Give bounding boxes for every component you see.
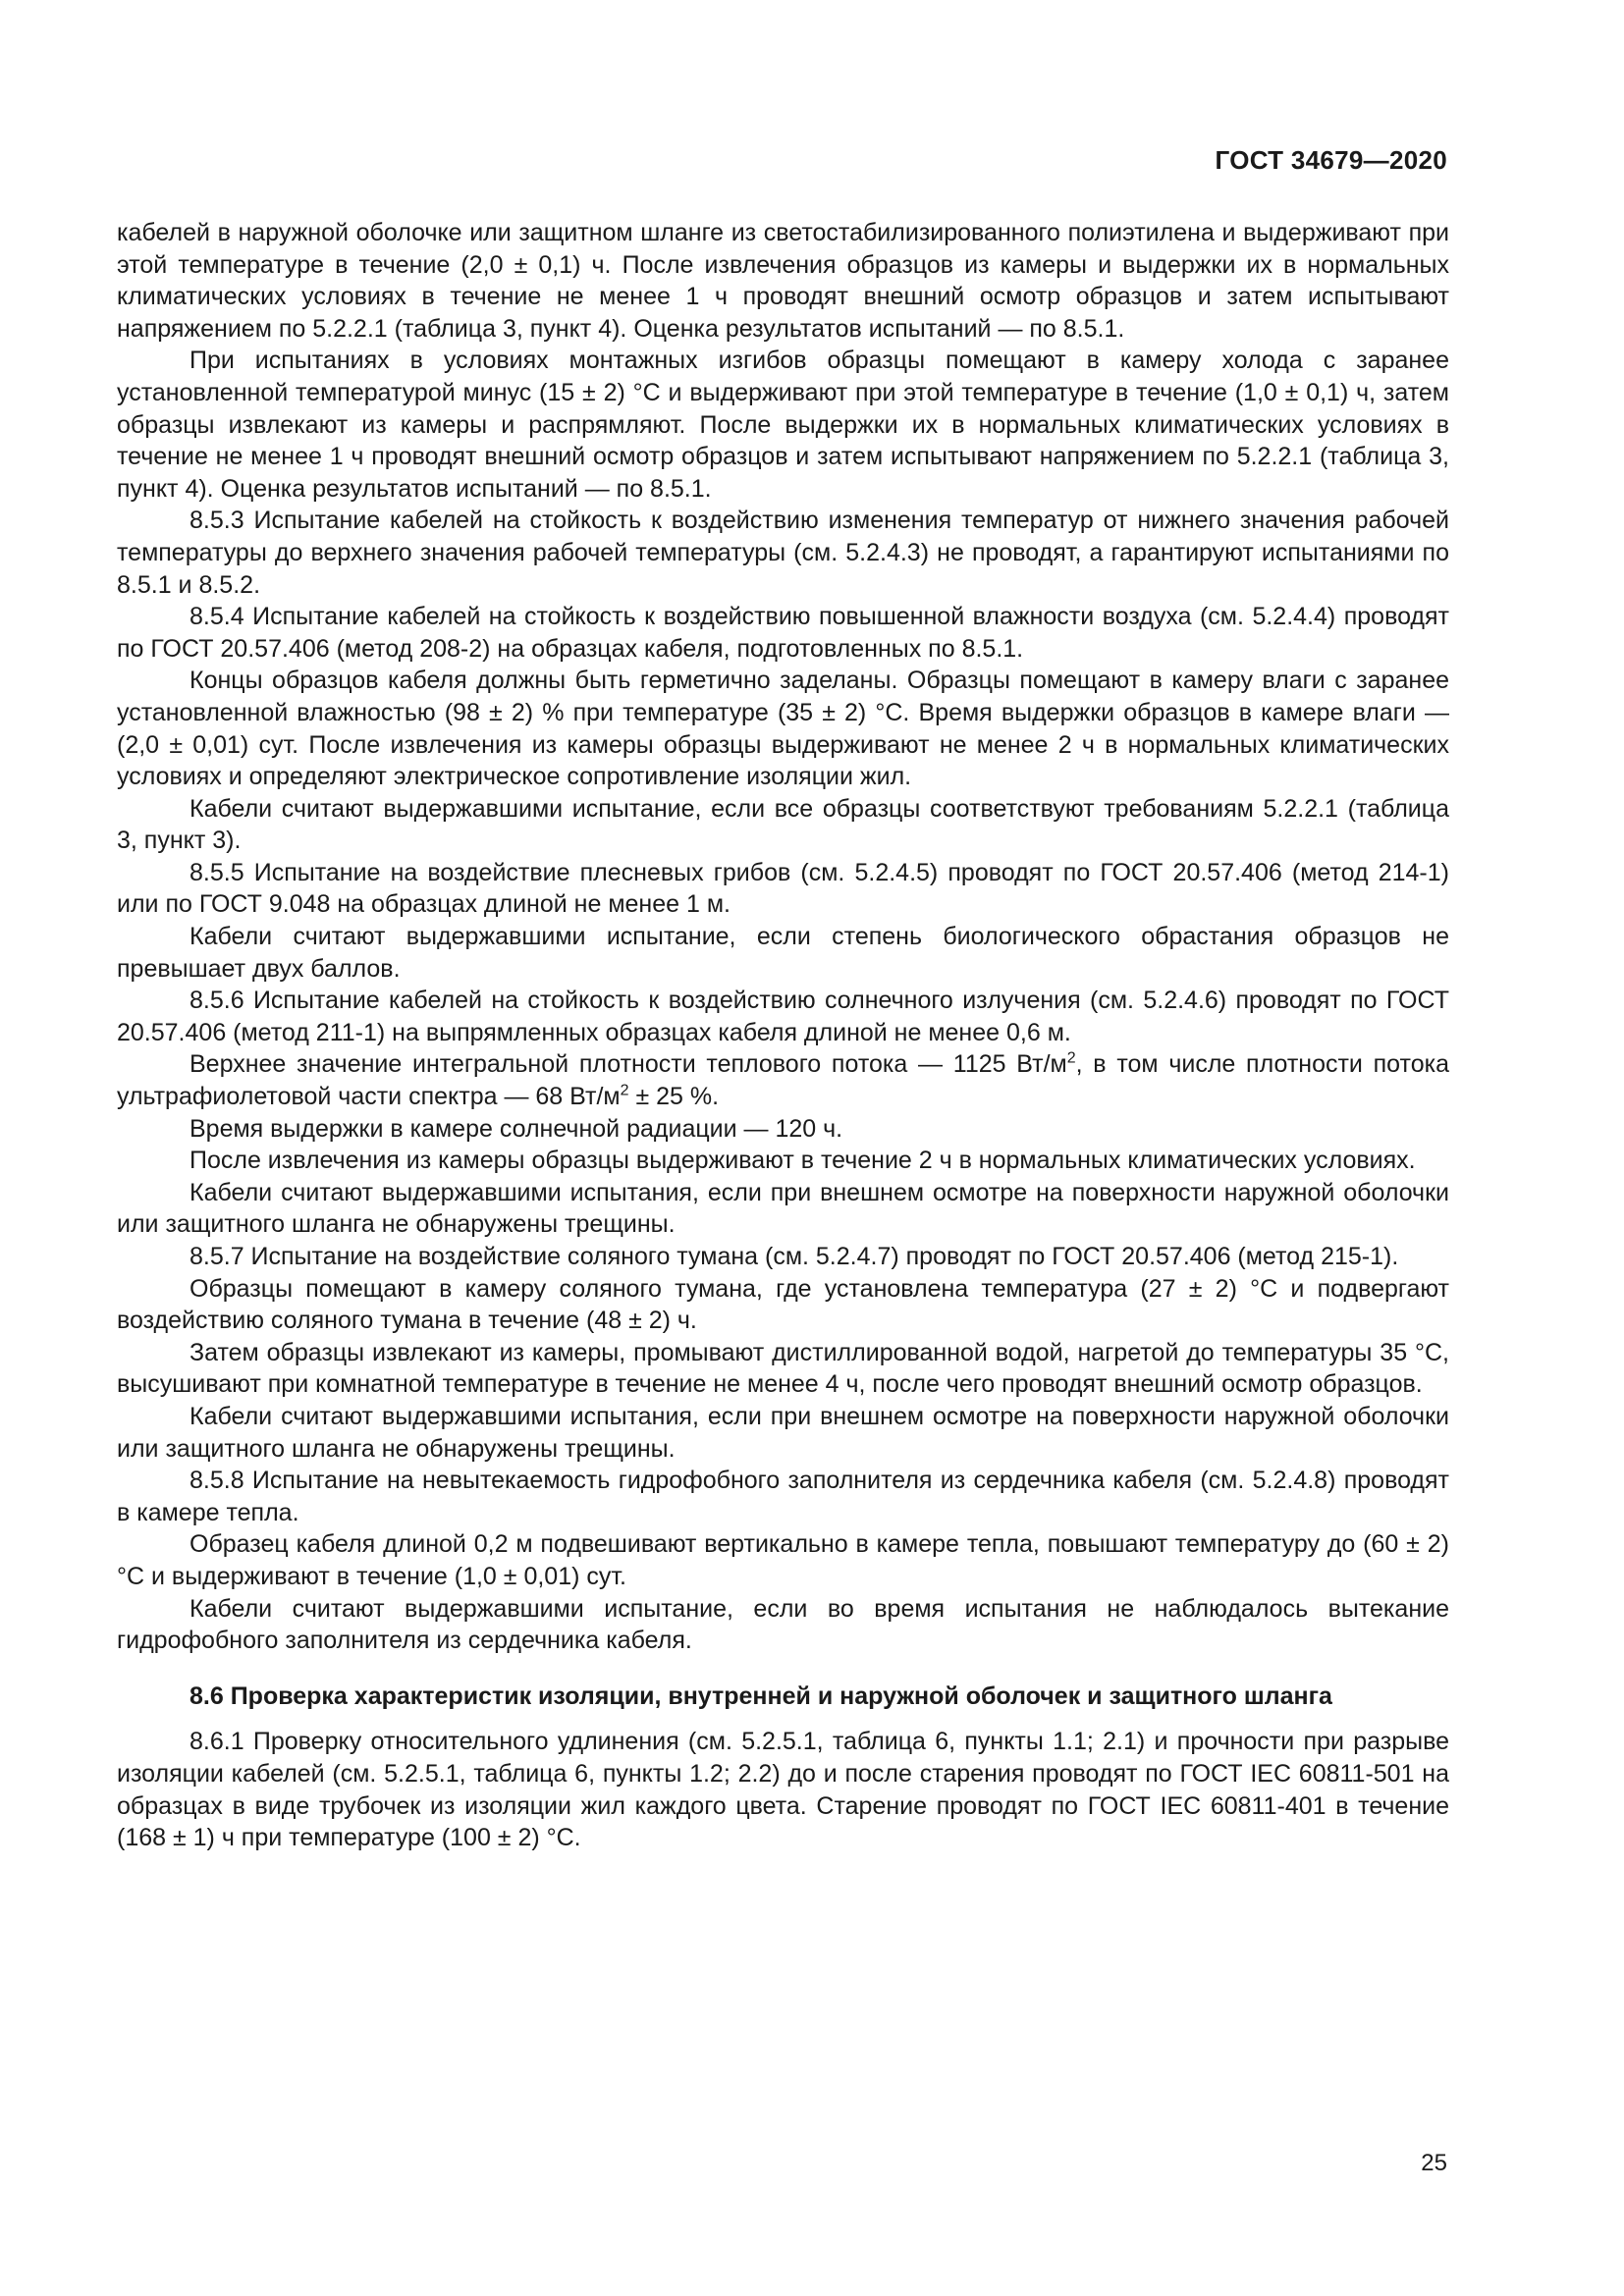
flux-text-1: Верхнее значение интегральной плотности теплового потока — 1125 Вт/м — [189, 1050, 1067, 1079]
paragraph-solar-after: После извлечения из камеры образцы выдерживают в течение 2 ч в нормальных климатических условиях. — [189, 1147, 1416, 1175]
flux-superscript-1: 2 — [1066, 1050, 1076, 1068]
paragraph-heat-flux — [117, 1048, 1449, 1112]
section-heading-8-6: 8.6 Проверка характеристик изоляции, внутренней и наружной оболочек и защитного шланга — [189, 1682, 1332, 1710]
paragraph-solar-result: Кабели считают выдержавшими испытания, если при внешнем осмотре на поверхности наружной оболочки или защитного шланга не обнаружены трещины. — [117, 1178, 1449, 1239]
paragraph-8-5-3: 8.5.3 Испытание кабелей на стойкость к воздействию изменения температур от нижнего значения рабочей температуры до верхнего значения рабочей температуры (см. 5.2.4.3) не проводят, а гарантируют испытаниями по 8.5.1 и 8.5.2. — [117, 507, 1449, 599]
flux-superscript-2: 2 — [620, 1082, 629, 1099]
paragraph-8-5-8: 8.5.8 Испытание на невытекаемость гидрофобного заполнителя из сердечника кабеля (см. 5.2.4.8) проводят в камере тепла. — [117, 1467, 1449, 1526]
page-header-standard-code: ГОСТ 34679—2020 — [1215, 145, 1447, 175]
paragraph-sample-ends: Концы образцов кабеля должны быть герметично заделаны. Образцы помещают в камеру влаги с заранее установленной влажностью (98 ± 2) % при температуре (35 ± 2) °С. Время выдержки образцов в камере влаги — (2,0 ± 0,01) сут. После извлечения из камеры образцы выдерживают не менее 2 ч в нормальных климатических условиях и определяют электрическое сопротивление изоляции жил. — [117, 667, 1449, 791]
paragraph-continuation: кабелей в наружной оболочке или защитном шланге из светостабилизированного полиэтилена и выдерживают при этой температуре в течение (2,0 ± 0,1) ч. После извлечения образцов из камеры и выдержки их в нормальных климатических условиях в течение не менее 1 ч проводят внешний осмотр образцов и затем испытывают напряжением по 5.2.2.1 (таблица 3, пункт 4). Оценка результатов испытаний — по 8.5.1. — [117, 219, 1449, 343]
paragraph-salt-fog-result: Кабели считают выдержавшими испытания, если при внешнем осмотре на поверхности наружной оболочки или защитного шланга не обнаружены трещины. — [117, 1402, 1449, 1463]
paragraph-8-5-4: 8.5.4 Испытание кабелей на стойкость к воздействию повышенной влажности воздуха (см. 5.2.4.4) проводят по ГОСТ 20.57.406 (метод 208-2) на образцах кабеля, подготовленных по 8.5.1. — [117, 603, 1449, 663]
paragraph-8-5-6: 8.5.6 Испытание кабелей на стойкость к воздействию солнечного излучения (см. 5.2.4.6) проводят по ГОСТ 20.57.406 (метод 211-1) на выпрямленных образцах кабеля длиной не менее 0,6 м. — [117, 987, 1449, 1046]
paragraph-heat-chamber: Образец кабеля длиной 0,2 м подвешивают вертикально в камере тепла, повышают температуру до (60 ± 2) °С и выдерживают в течение (1,0 ± 0,01) сут. — [117, 1530, 1449, 1590]
paragraph-salt-fog-chamber: Образцы помещают в камеру соляного тумана, где установлена температура (27 ± 2) °С и подвергают воздействию соляного тумана в течение (48 ± 2) ч. — [117, 1274, 1449, 1335]
paragraph-8-5-7: 8.5.7 Испытание на воздействие соляного тумана (см. 5.2.4.7) проводят по ГОСТ 20.57.406 (метод 215-1). — [189, 1243, 1399, 1270]
paragraph-mounting-bends: При испытаниях в условиях монтажных изгибов образцы помещают в камеру холода с заранее установленной температурой минус (15 ± 2) °С и выдерживают при этой температуре в течение (1,0 ± 0,1) ч, затем образцы извлекают из камеры и распрямляют. После выдержки их в нормальных климатических условиях в течение не менее 1 ч проводят внешний осмотр образцов и затем испытывают напряжением по 5.2.2.1 (таблица 3, пункт 4). Оценка результатов испытаний — по 8.5.1. — [117, 347, 1449, 503]
flux-text-2: , в том числе плотности потока ультрафиолетовой части спектра — 68 Вт/м — [117, 1050, 1449, 1111]
paragraph-8-6-1: 8.6.1 Проверку относительного удлинения (см. 5.2.5.1, таблица 6, пункты 1.1; 2.1) и прочности при разрыве изоляции кабелей (см. 5.2.5.1, таблица 6, пункты 1.2; 2.2) до и после старения проводят по ГОСТ IEC 60811-501 на образцах в виде трубочек из изоляции жил каждого цвета. Старение проводят по ГОСТ IEC 60811-401 в течение (168 ± 1) ч при температуре (100 ± 2) °С. — [117, 1728, 1449, 1852]
paragraph-humidity-result: Кабели считают выдержавшими испытание, если все образцы соответствуют требованиям 5.2.2.1 (таблица 3, пункт 3). — [117, 794, 1449, 855]
paragraph-8-5-5: 8.5.5 Испытание на воздействие плесневых грибов (см. 5.2.4.5) проводят по ГОСТ 20.57.406 (метод 214-1) или по ГОСТ 9.048 на образцах длиной не менее 1 м. — [117, 858, 1449, 919]
page-number: 25 — [1421, 2150, 1447, 2176]
paragraph-filler-result: Кабели считают выдержавшими испытание, если во время испытания не наблюдалось вытекание гидрофобного заполнителя из сердечника кабеля. — [117, 1594, 1449, 1655]
paragraph-solar-time: Время выдержки в камере солнечной радиации — 120 ч. — [189, 1114, 843, 1143]
page-body — [117, 217, 1449, 1854]
paragraph-mold-result: Кабели считают выдержавшими испытание, если степень биологического обрастания образцов не превышает двух баллов. — [117, 923, 1449, 983]
paragraph-salt-fog-wash: Затем образцы извлекают из камеры, промывают дистиллированной водой, нагретой до температуры 35 °С, высушивают при комнатной температуре в течение не менее 4 ч, после чего проводят внешний осмотр образцов. — [117, 1338, 1449, 1399]
flux-text-3: ± 25 %. — [628, 1083, 720, 1111]
